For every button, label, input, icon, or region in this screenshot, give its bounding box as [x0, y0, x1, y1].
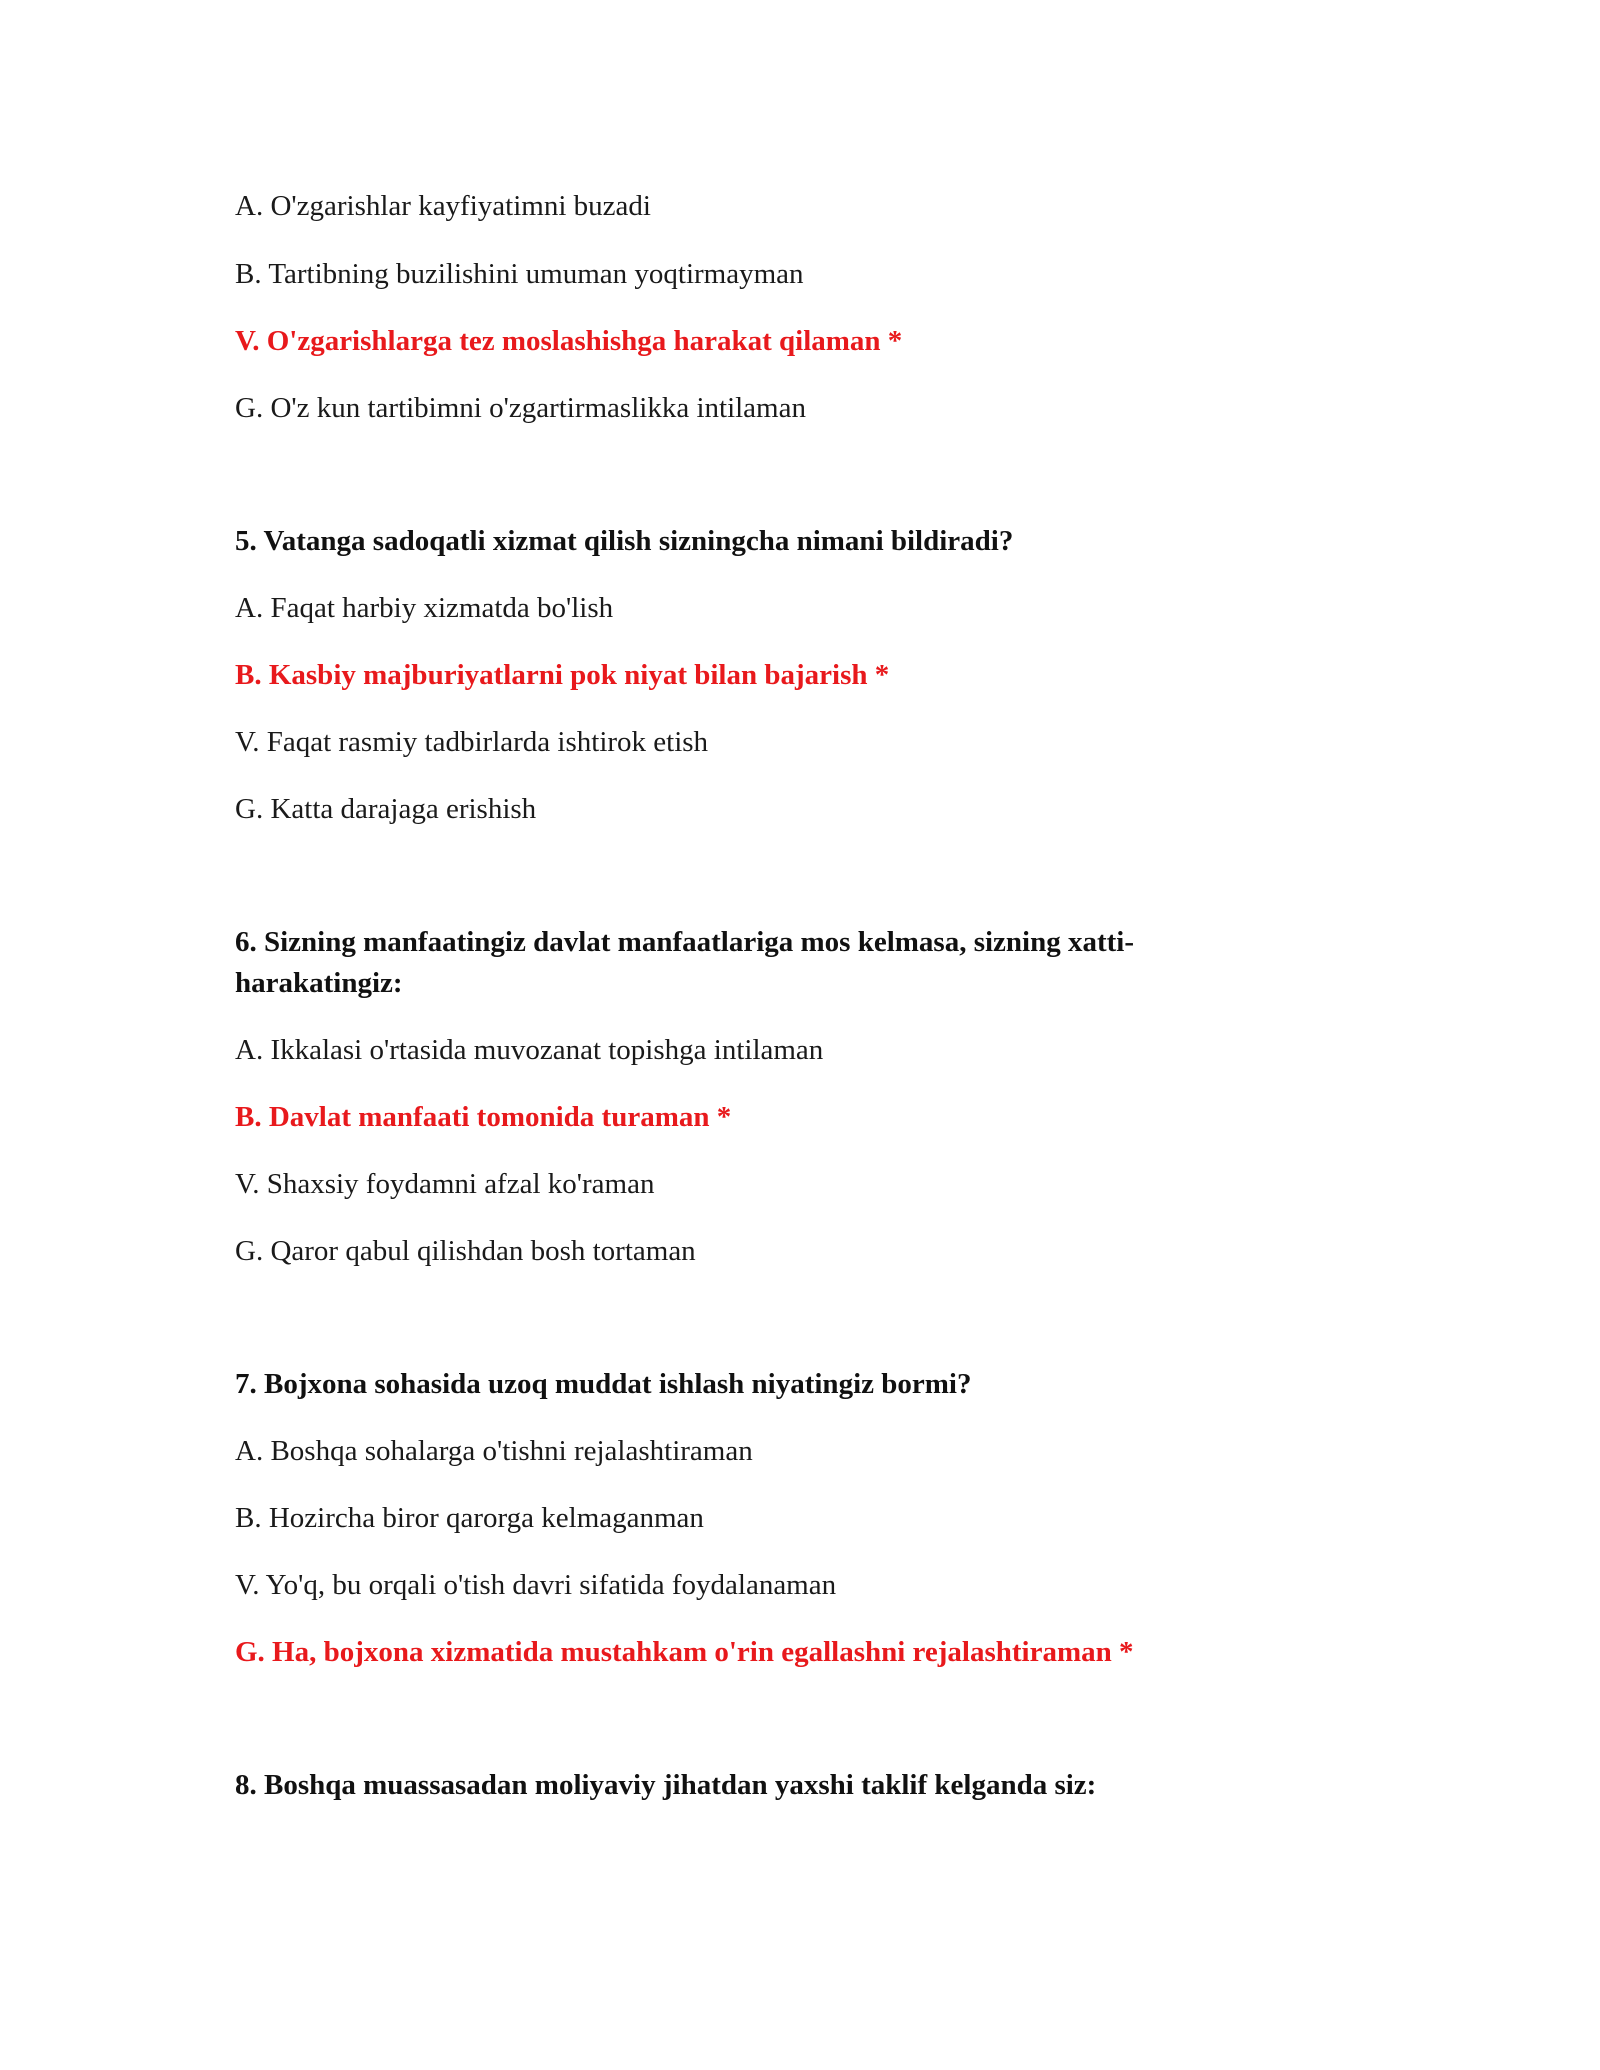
- q7-question: 7. Bojxona sohasida uzoq muddat ishlash niyatingiz bormi?: [235, 1368, 972, 1400]
- q4-option-v-correct: V. O'zgarishlarga tez moslashishga harakat qilaman *: [235, 325, 903, 357]
- q6-question-line-2: harakatingiz:: [235, 967, 403, 999]
- q6-option-b-correct: B. Davlat manfaati tomonida turaman *: [235, 1101, 732, 1133]
- q7-option-g-correct: G. Ha, bojxona xizmatida mustahkam o'rin egallashni rejalashtiraman *: [235, 1636, 1134, 1668]
- q5-option-g: G. Katta darajaga erishish: [235, 793, 537, 825]
- q6-option-v: V. Shaxsiy foydamni afzal ko'raman: [235, 1168, 655, 1200]
- q5-option-v: V. Faqat rasmiy tadbirlarda ishtirok etish: [235, 726, 709, 758]
- q5-option-a: A. Faqat harbiy xizmatda bo'lish: [235, 592, 614, 624]
- q5-question: 5. Vatanga sadoqatli xizmat qilish sizningcha nimani bildiradi?: [235, 525, 1014, 557]
- q6-question-line-1: 6. Sizning manfaatingiz davlat manfaatlariga mos kelmasa, sizning xatti-: [235, 926, 1135, 958]
- q7-option-v: V. Yo'q, bu orqali o'tish davri sifatida foydalanaman: [235, 1569, 837, 1601]
- q4-option-a: A. O'zgarishlar kayfiyatimni buzadi: [235, 190, 651, 222]
- q5-option-b-correct: B. Kasbiy majburiyatlarni pok niyat bilan bajarish *: [235, 659, 890, 691]
- q7-option-b: B. Hozircha biror qarorga kelmaganman: [235, 1502, 704, 1534]
- q6-option-g: G. Qaror qabul qilishdan bosh tortaman: [235, 1235, 696, 1267]
- q4-option-g: G. O'z kun tartibimni o'zgartirmaslikka intilaman: [235, 392, 806, 424]
- q8-question: 8. Boshqa muassasadan moliyaviy jihatdan yaxshi taklif kelganda siz:: [235, 1769, 1097, 1801]
- q7-option-a: A. Boshqa sohalarga o'tishni rejalashtiraman: [235, 1435, 753, 1467]
- q6-option-a: A. Ikkalasi o'rtasida muvozanat topishga intilaman: [235, 1034, 824, 1066]
- q4-option-b: B. Tartibning buzilishini umuman yoqtirmayman: [235, 258, 804, 290]
